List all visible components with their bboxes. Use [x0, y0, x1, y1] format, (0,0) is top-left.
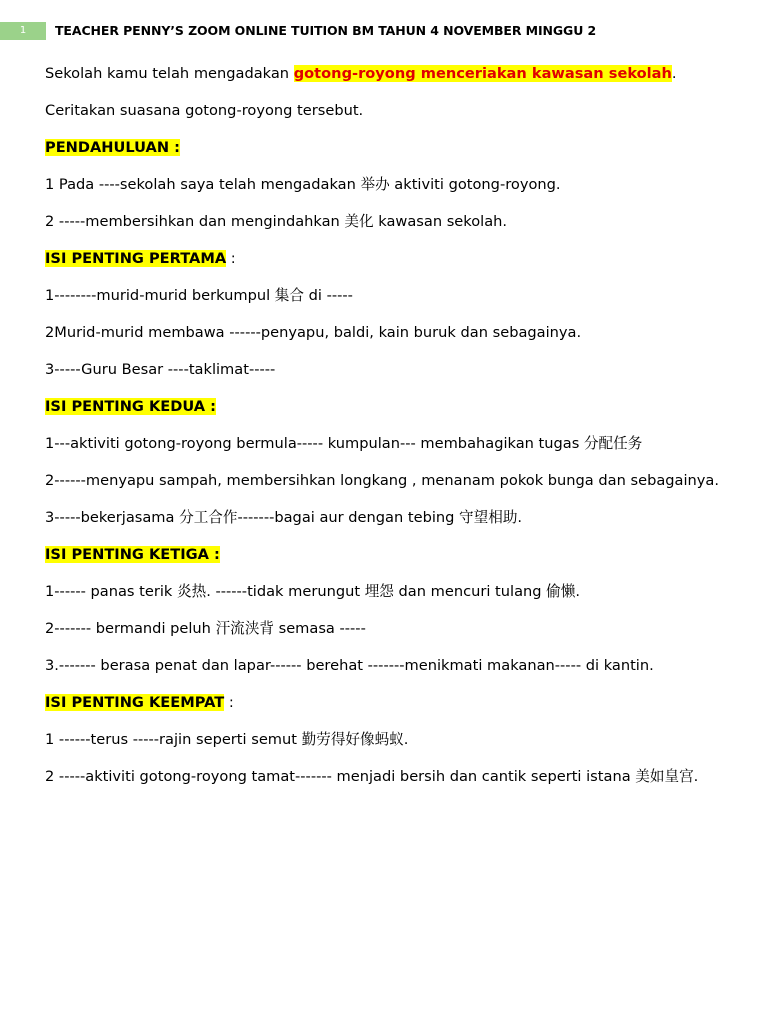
page-number: 1 — [0, 22, 46, 40]
document-body — [45, 60, 725, 790]
kedua-point-2: 2------menyapu sampah, membersihkan longkang , menanam pokok bunga dan sebagainya. — [45, 472, 719, 489]
pertama-point-1: 1--------murid-murid berkumpul 集合 di ----- — [45, 287, 353, 304]
keempat-point-2: 2 -----aktiviti gotong-royong tamat------- menjadi bersih dan cantik seperti istana 美如皇宫. — [45, 768, 699, 785]
section-heading: PENDAHULUAN : — [45, 139, 180, 156]
kedua-point-1: 1---aktiviti gotong-royong bermula----- kumpulan--- membahagikan tugas 分配任务 — [45, 435, 643, 452]
page-header — [0, 22, 768, 42]
pendahuluan-point-2: 2 -----membersihkan dan mengindahkan 美化 kawasan sekolah. — [45, 213, 508, 230]
section-kedua-heading — [45, 393, 725, 420]
intro-highlight: gotong-royong menceriakan kawasan sekolah — [293, 65, 672, 82]
header-title: TEACHER PENNY’S ZOOM ONLINE TUITION BM TAHUN 4 NOVEMBER MINGGU 2 — [55, 23, 597, 38]
section-pertama-heading — [45, 245, 725, 272]
pendahuluan-point-1: 1 Pada ----sekolah saya telah mengadakan 举办 aktiviti gotong-royong. — [45, 176, 561, 193]
section-heading: ISI PENTING KEDUA : — [45, 398, 216, 415]
section-heading-suffix: : — [224, 694, 234, 711]
section-heading: ISI PENTING KETIGA : — [45, 546, 220, 563]
ketiga-point-3: 3.------- berasa penat dan lapar------ berehat -------menikmati makanan----- di kantin. — [45, 657, 654, 674]
section-heading: ISI PENTING KEEMPAT — [45, 694, 225, 711]
intro-line-1 — [45, 60, 725, 87]
section-heading-suffix: : — [226, 250, 236, 267]
section-pendahuluan-heading — [45, 134, 725, 161]
pertama-point-2: 2Murid-murid membawa ------penyapu, baldi, kain buruk dan sebagainya. — [45, 324, 582, 341]
keempat-point-1: 1 ------terus -----rajin seperti semut 勤劳得好像蚂蚁. — [45, 731, 409, 748]
intro-line-2: Ceritakan suasana gotong-royong tersebut. — [45, 102, 364, 119]
kedua-point-3: 3-----bekerjasama 分工合作-------bagai aur dengan tebing 守望相助. — [45, 509, 523, 526]
pertama-point-3: 3-----Guru Besar ----taklimat----- — [45, 361, 276, 378]
ketiga-point-2: 2------- bermandi peluh 汗流浃背 semasa ----- — [45, 620, 366, 637]
intro-line-1-end: . — [671, 65, 677, 82]
intro-line-1-start: Sekolah kamu telah mengadakan — [45, 65, 294, 82]
section-keempat-heading — [45, 689, 725, 716]
section-heading: ISI PENTING PERTAMA — [45, 250, 227, 267]
ketiga-point-1: 1------ panas terik 炎热. ------tidak merungut 埋怨 dan mencuri tulang 偷懒. — [45, 583, 580, 600]
section-ketiga-heading — [45, 541, 725, 568]
